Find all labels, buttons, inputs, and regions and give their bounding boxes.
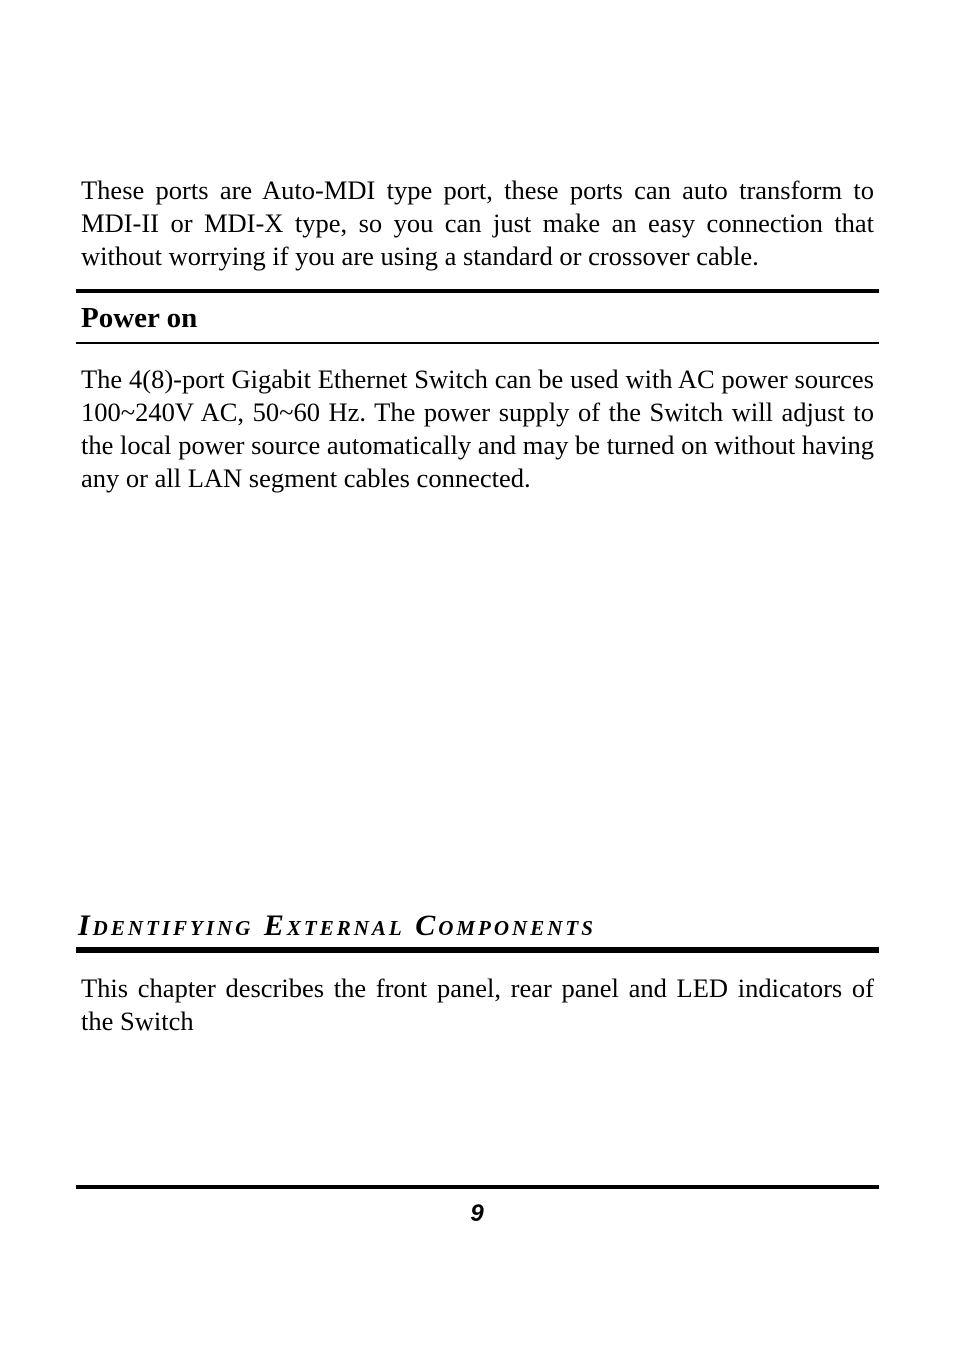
section-divider-top — [76, 289, 879, 293]
chapter-heading: Identifying External Components — [78, 909, 596, 942]
power-on-heading: Power on — [81, 302, 198, 334]
power-on-paragraph: The 4(8)-port Gigabit Ethernet Switch can be used with AC power sources 100~240V AC, 50~60 Hz. The power supply of the Switch will adjust to the local power source automatically and may be turned on without having any or all LAN segment cables connected. — [81, 364, 874, 493]
footer-divider — [76, 1185, 879, 1189]
section-divider-bottom — [76, 342, 879, 344]
chapter-divider — [76, 947, 879, 953]
page-number: 9 — [470, 1200, 484, 1227]
chapter-paragraph: This chapter describes the front panel, rear panel and LED indicators of the Switch — [81, 973, 874, 1036]
ports-paragraph: These ports are Auto-MDI type port, these ports can auto transform to MDI-II or MDI-X type, so you can just make an easy connection that without worrying if you are using a standard or crossover cable. — [81, 175, 874, 271]
